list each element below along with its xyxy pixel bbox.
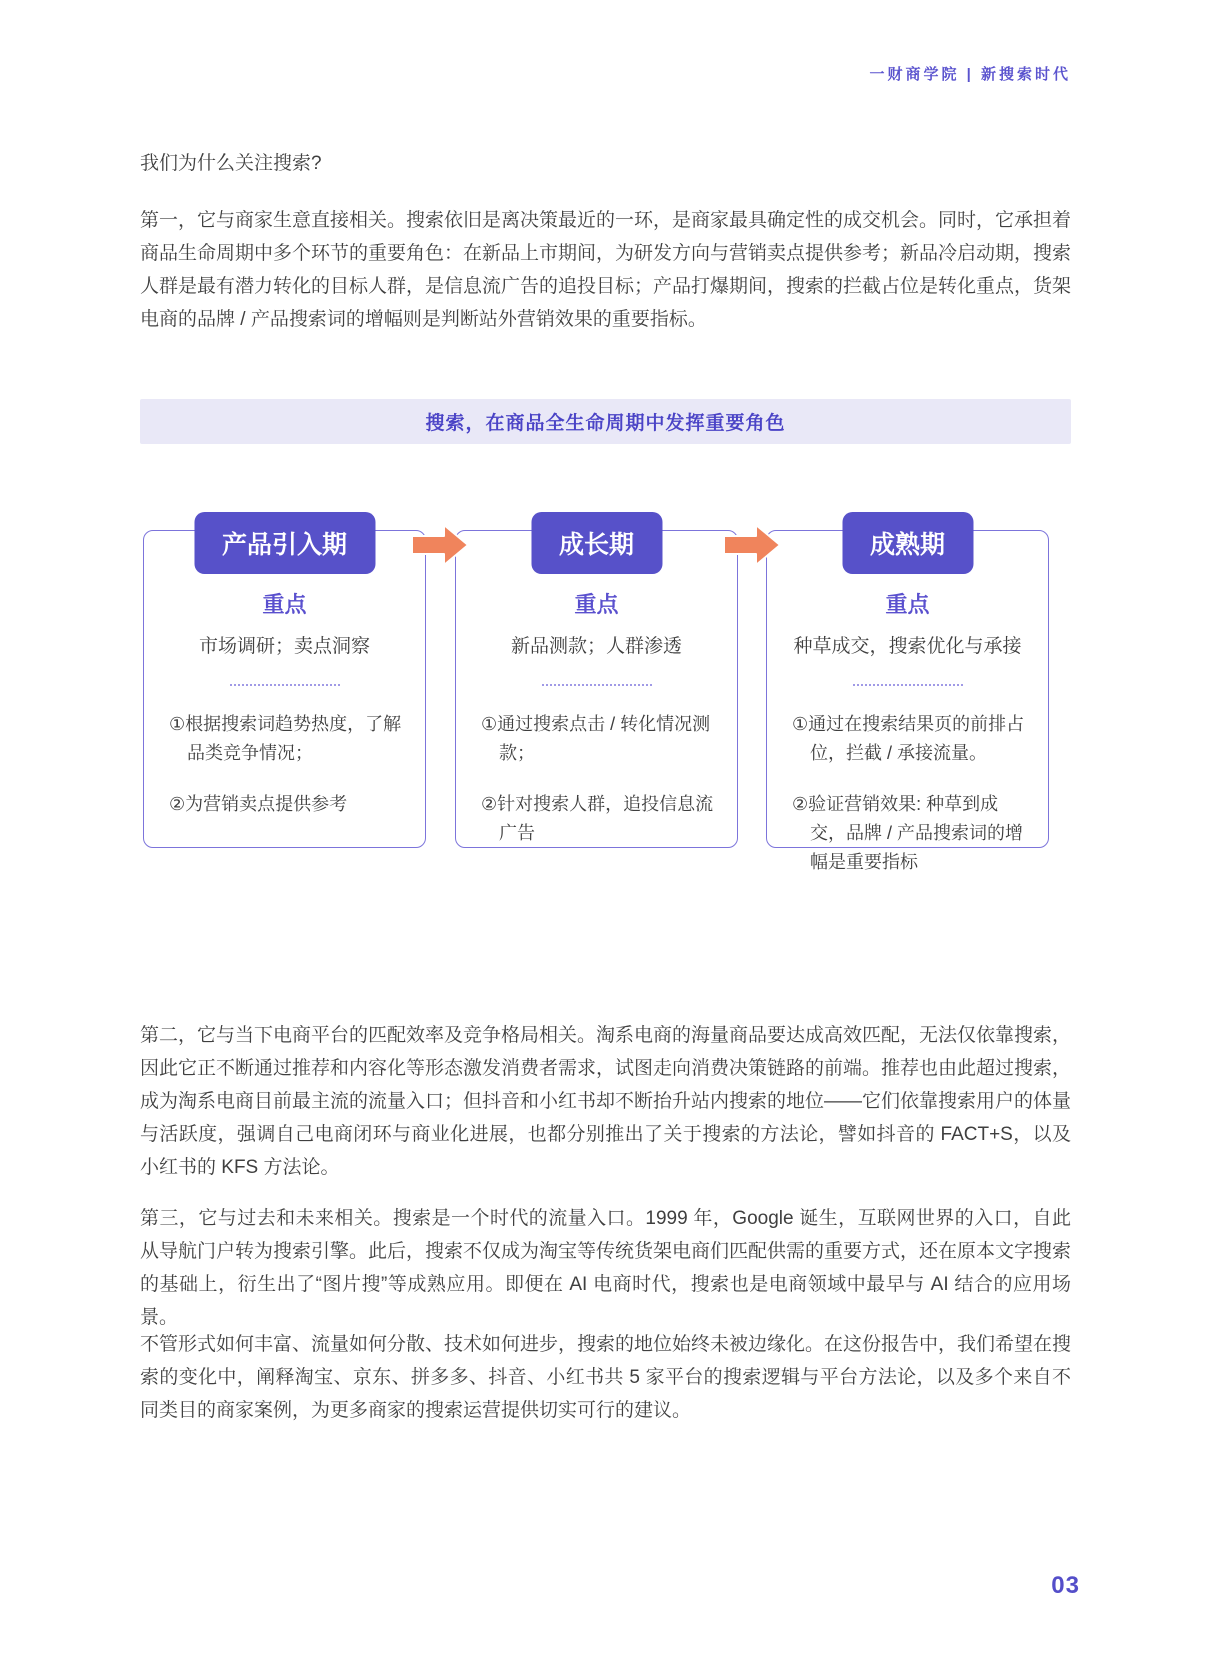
stage-item: ②针对搜索人群，追投信息流广告 bbox=[481, 794, 714, 843]
report-header-brand: 一财商学院 | 新搜索时代 bbox=[869, 66, 1071, 83]
stage-card-introduction bbox=[143, 512, 426, 848]
paragraph-fourth: 不管形式如何丰富、流量如何分散、技术如何进步，搜索的地位始终未被边缘化。在这份报告中，我们希望在搜索的变化中，阐释淘宝、京东、拼多多、抖音、小红书共 5 家平台的搜索逻辑与平台方法论，以及多个来自不同类目的商家案例，为更多商家的搜索运营提供切实可行的建议。 bbox=[140, 1334, 1072, 1421]
stage-title-chip: 成长期 bbox=[531, 512, 662, 574]
focus-text: 市场调研；卖点洞察 bbox=[198, 636, 370, 657]
stage-item: ②验证营销效果: 种草到成交，品牌 / 产品搜索词的增幅是重要指标 bbox=[792, 794, 1024, 872]
section-question: 我们为什么关注搜索? bbox=[140, 153, 322, 174]
focus-label: 重点 bbox=[574, 592, 619, 617]
section-banner bbox=[140, 399, 1071, 444]
paragraph-first: 第一，它与商家生意直接相关。搜索依旧是离决策最近的一环，是商家最具确定性的成交机会。同时，它承担着商品生命周期中多个环节的重要角色：在新品上市期间，为研发方向与营销卖点提供参考；新品冷启动期，搜索人群是最有潜力转化的目标人群，是信息流广告的追投目标；产品打爆期间，搜索的拦截占位是转化重点，货架电商的品牌 / 产品搜索词的增幅则是判断站外营销效果的重要指标。 bbox=[140, 210, 1072, 330]
stage-item: ①通过搜索点击 / 转化情况测款； bbox=[481, 714, 711, 763]
arrow-right-icon bbox=[411, 522, 469, 568]
stage-item: ①通过在搜索结果页的前排占位，拦截 / 承接流量。 bbox=[792, 714, 1025, 763]
dotted-divider bbox=[853, 684, 963, 686]
arrow-right-icon bbox=[723, 522, 781, 568]
banner-title: 搜索，在商品全生命周期中发挥重要角色 bbox=[425, 413, 786, 434]
paragraph-second: 第二，它与当下电商平台的匹配效率及竞争格局相关。淘系电商的海量商品要达成高效匹配，无法仅依靠搜索，因此它正不断通过推荐和内容化等形态激发消费者需求，试图走向消费决策链路的前端。推荐也由此超过搜索，成为淘系电商目前最主流的流量入口；但抖音和小红书却不断抬升站内搜索的地位——它们依靠搜索用户的体量与活跃度，强调自己电商闭环与商业化进展，也都分别推出了关于搜索的方法论，譬如抖音的 FACT+S，以及小红书的 KFS 方法论。 bbox=[140, 1025, 1072, 1178]
focus-text: 种草成交，搜索优化与承接 bbox=[793, 636, 1022, 657]
paragraph-third: 第三，它与过去和未来相关。搜索是一个时代的流量入口。1999 年，Google 诞生，互联网世界的入口，自此从导航门户转为搜索引擎。此后，搜索不仅成为淘宝等传统货架电商们匹配供需的重要方式，还在原本文字搜索的基础上，衍生出了“图片搜”等成熟应用。即便在 AI 电商时代，搜索也是电商领域中最早与 AI 结合的应用场景。 bbox=[140, 1208, 1072, 1328]
focus-label: 重点 bbox=[262, 592, 307, 617]
stage-card-growth bbox=[455, 512, 738, 848]
stage-item: ②为营销卖点提供参考 bbox=[169, 794, 348, 814]
page-number: 03 bbox=[1051, 1572, 1080, 1599]
stage-title-chip: 成熟期 bbox=[842, 512, 973, 574]
lifecycle-diagram bbox=[143, 512, 1049, 872]
focus-label: 重点 bbox=[885, 592, 930, 617]
focus-text: 新品测款；人群渗透 bbox=[510, 636, 682, 657]
stage-title-chip: 产品引入期 bbox=[194, 512, 375, 574]
stage-item: ①根据搜索词趋势热度，了解品类竞争情况； bbox=[169, 714, 402, 763]
stage-card-maturity bbox=[766, 512, 1049, 872]
dotted-divider bbox=[230, 684, 340, 686]
dotted-divider bbox=[542, 684, 652, 686]
